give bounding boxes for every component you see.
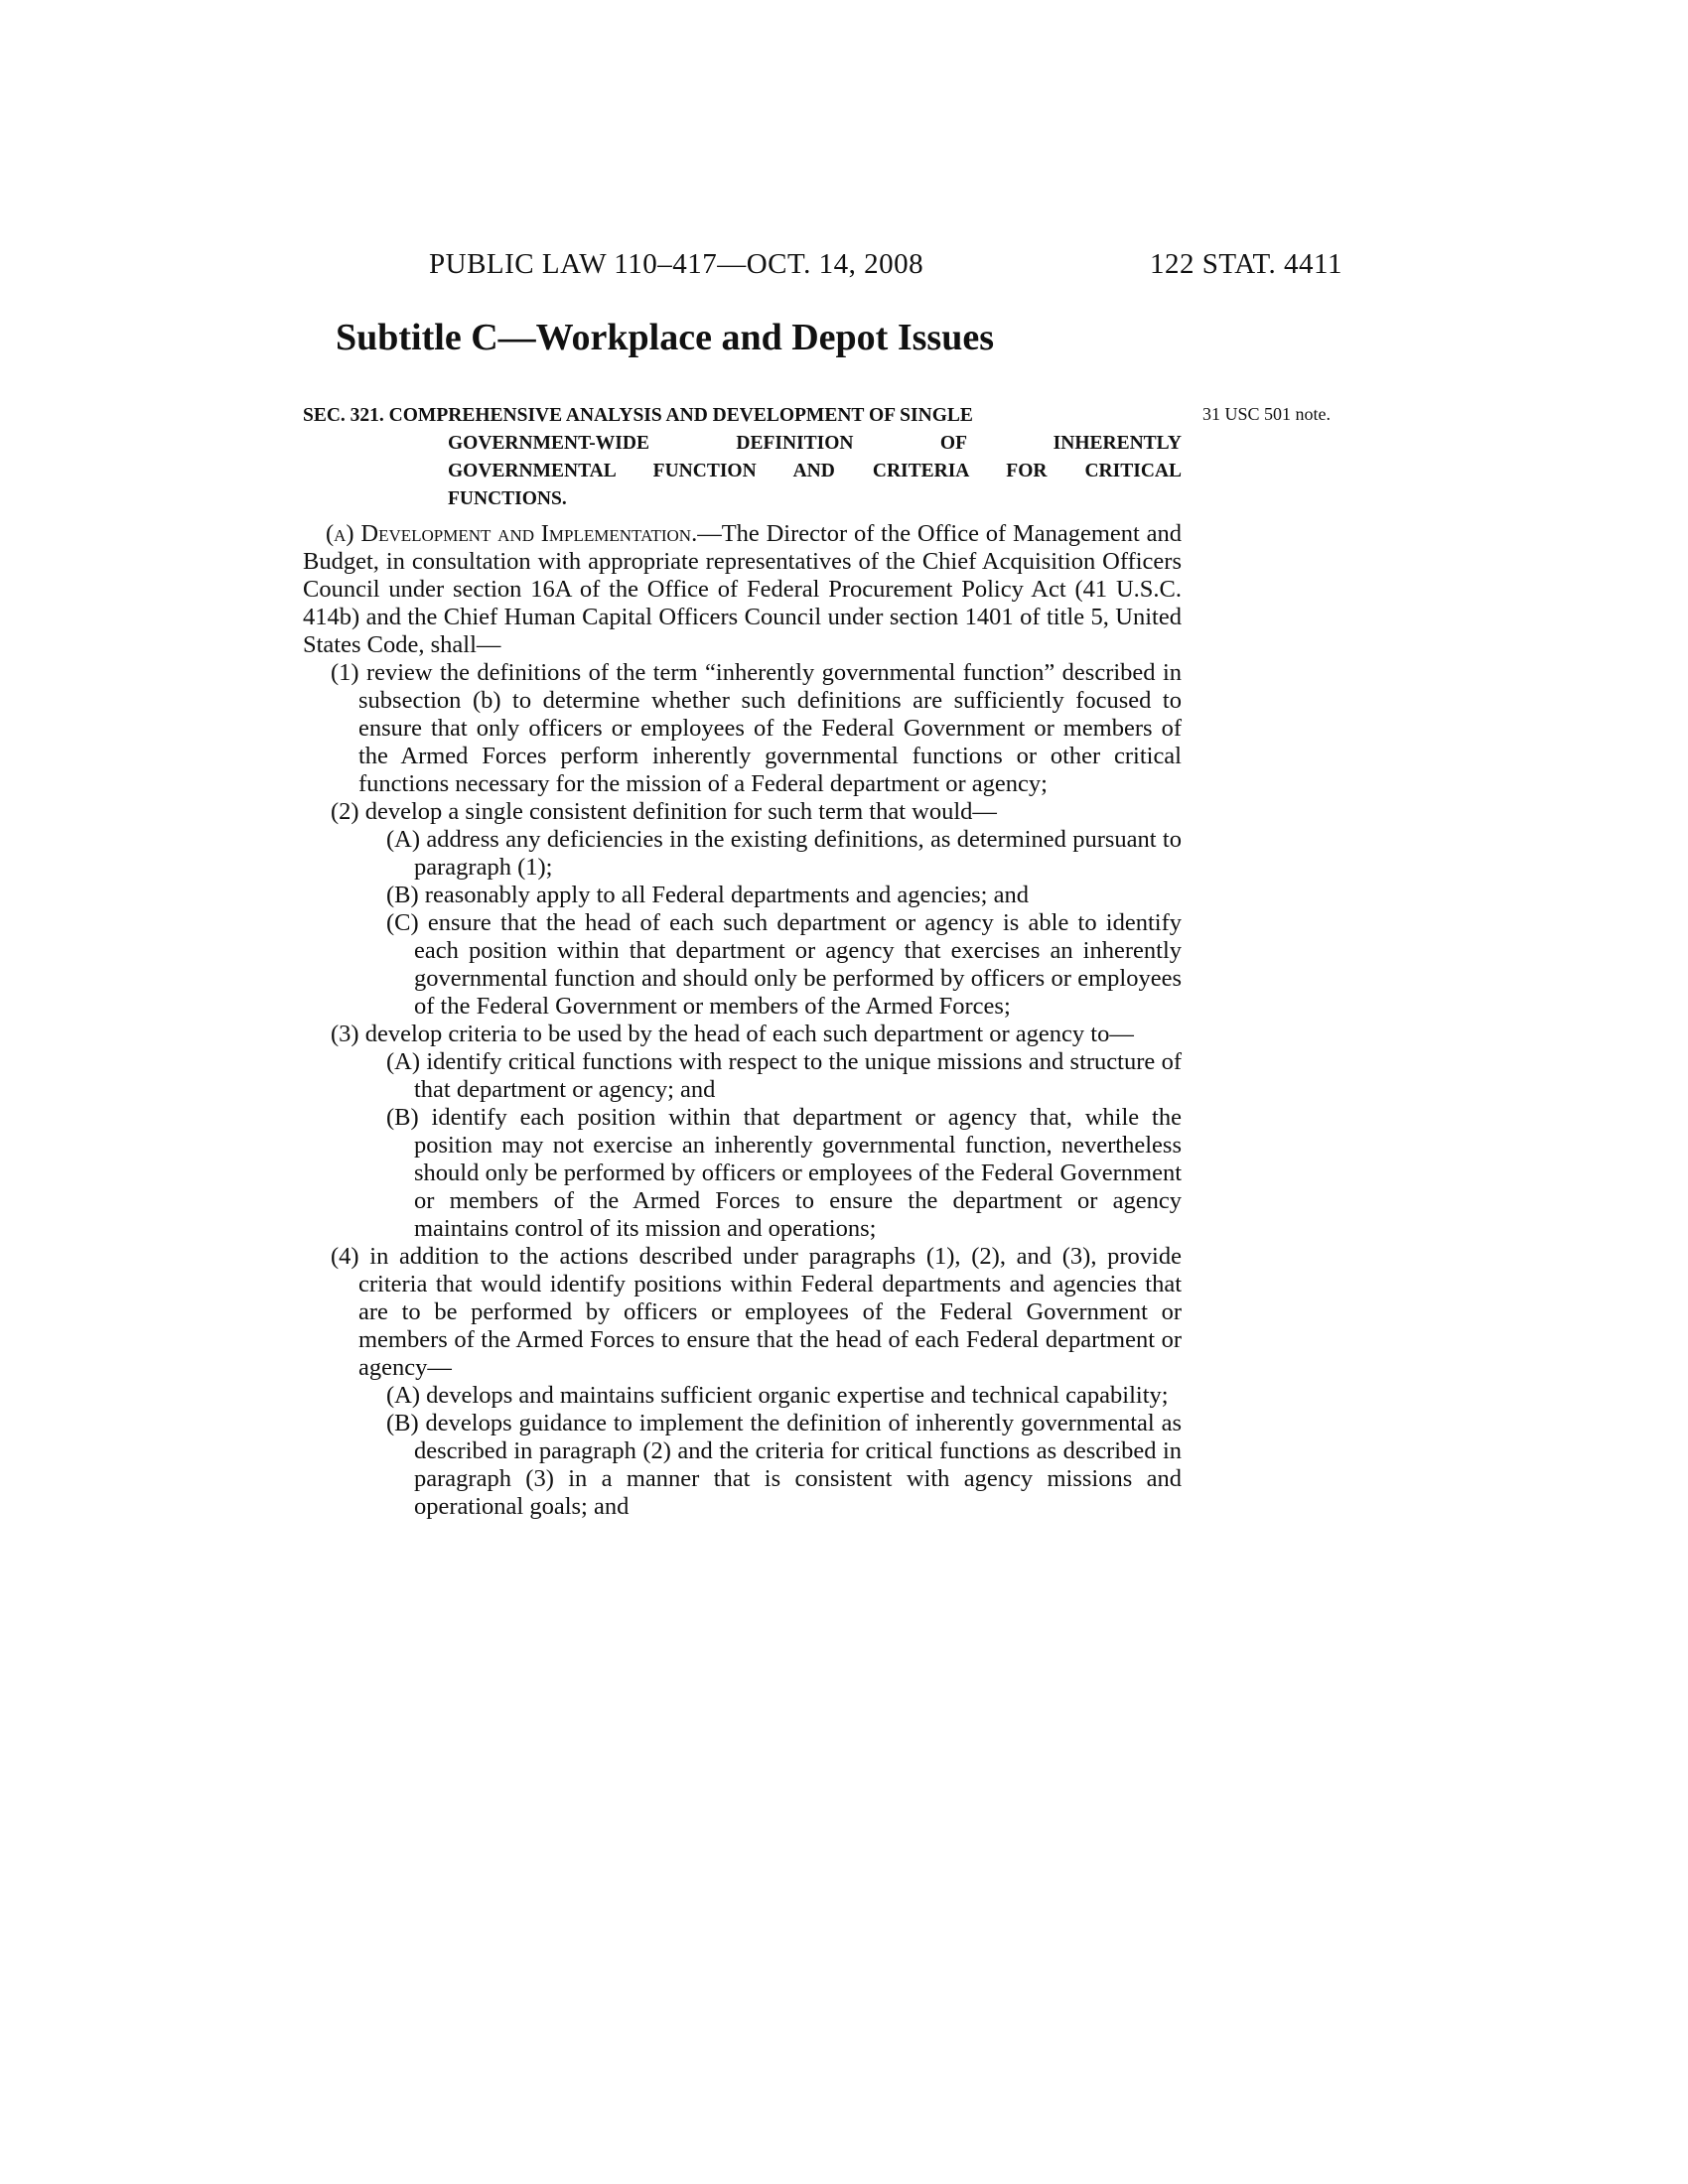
section-heading-line-2: GOVERNMENT-WIDE DEFINITION OF INHERENTLY [448, 433, 1182, 454]
paragraph-4-B: (B) develops guidance to implement the definition of inherently governmental as described in paragraph (2) and the criteria for critical functions as described in paragraph (3) in a manner that is consistent with agency missions and operational goals; and [386, 1410, 1182, 1520]
margin-note-usc: 31 USC 501 note. [1202, 404, 1332, 424]
paragraph-1: (1) review the definitions of the term “inherently governmental function” described in subsection (b) to determine whether such definitions are sufficiently focused to ensure that only officers or employees of the Federal Government or members of the Armed Forces perform inherently governmental functions or other critical functions necessary for the mission of a Federal department or agency; [331, 659, 1182, 797]
section-body [303, 520, 1182, 1521]
paragraph-2: (2) develop a single consistent definition for such term that would— [331, 798, 997, 825]
section-heading-line-1: SEC. 321. COMPREHENSIVE ANALYSIS AND DEVELOPMENT OF SINGLE [303, 405, 973, 426]
paragraph-3: (3) develop criteria to be used by the head of each such department or agency to— [331, 1021, 1134, 1047]
subtitle-heading: Subtitle C—Workplace and Depot Issues [336, 317, 994, 358]
paragraph-2-A: (A) address any deficiencies in the existing definitions, as determined pursuant to paragraph (1); [386, 826, 1182, 881]
subsection-a-text: —The Director of the Office of Management and Budget, in consultation with appropriate representatives of the Chief Acquisition Officers Council under section 16A of the Office of Federal Procurement Policy Act (41 U.S.C. 414b) and the Chief Human Capital Officers Council under section 1401 of title 5, United States Code, shall— [303, 520, 1183, 658]
section-heading-line-3: GOVERNMENTAL FUNCTION AND CRITERIA FOR CRITICAL [448, 461, 1182, 481]
paragraph-2-C: (C) ensure that the head of each such department or agency is able to identify each position within that department or agency that exercises an inherently governmental function and should only be performed by officers or employees of the Federal Government or members of the Armed Forces; [386, 909, 1182, 1020]
paragraph-3-B: (B) identify each position within that department or agency that, while the position may not exercise an inherently governmental function, nevertheless should only be performed by officers or employees of the Federal Government or members of the Armed Forces to ensure the department or agency maintains control of its mission and operations; [386, 1104, 1182, 1242]
paragraph-4-A: (A) develops and maintains sufficient organic expertise and technical capability; [386, 1382, 1169, 1409]
section-heading-line-4: FUNCTIONS. [448, 488, 567, 509]
running-header-public-law: PUBLIC LAW 110–417—OCT. 14, 2008 [429, 248, 924, 280]
subsection-a [303, 520, 1182, 659]
running-header-stat-page: 122 STAT. 4411 [1150, 248, 1342, 280]
subsection-a-label: (a) Development and Implementation. [326, 520, 698, 547]
paragraph-4: (4) in addition to the actions described under paragraphs (1), (2), and (3), provide criteria that would identify positions within Federal departments and agencies that are to be performed by officers or employees of the Federal Government or members of the Armed Forces to ensure that the head of each Federal department or agency— [331, 1243, 1182, 1381]
paragraph-3-A: (A) identify critical functions with respect to the unique missions and structure of that department or agency; and [386, 1048, 1182, 1103]
section-heading [303, 402, 1182, 513]
paragraph-2-B: (B) reasonably apply to all Federal departments and agencies; and [386, 882, 1029, 908]
